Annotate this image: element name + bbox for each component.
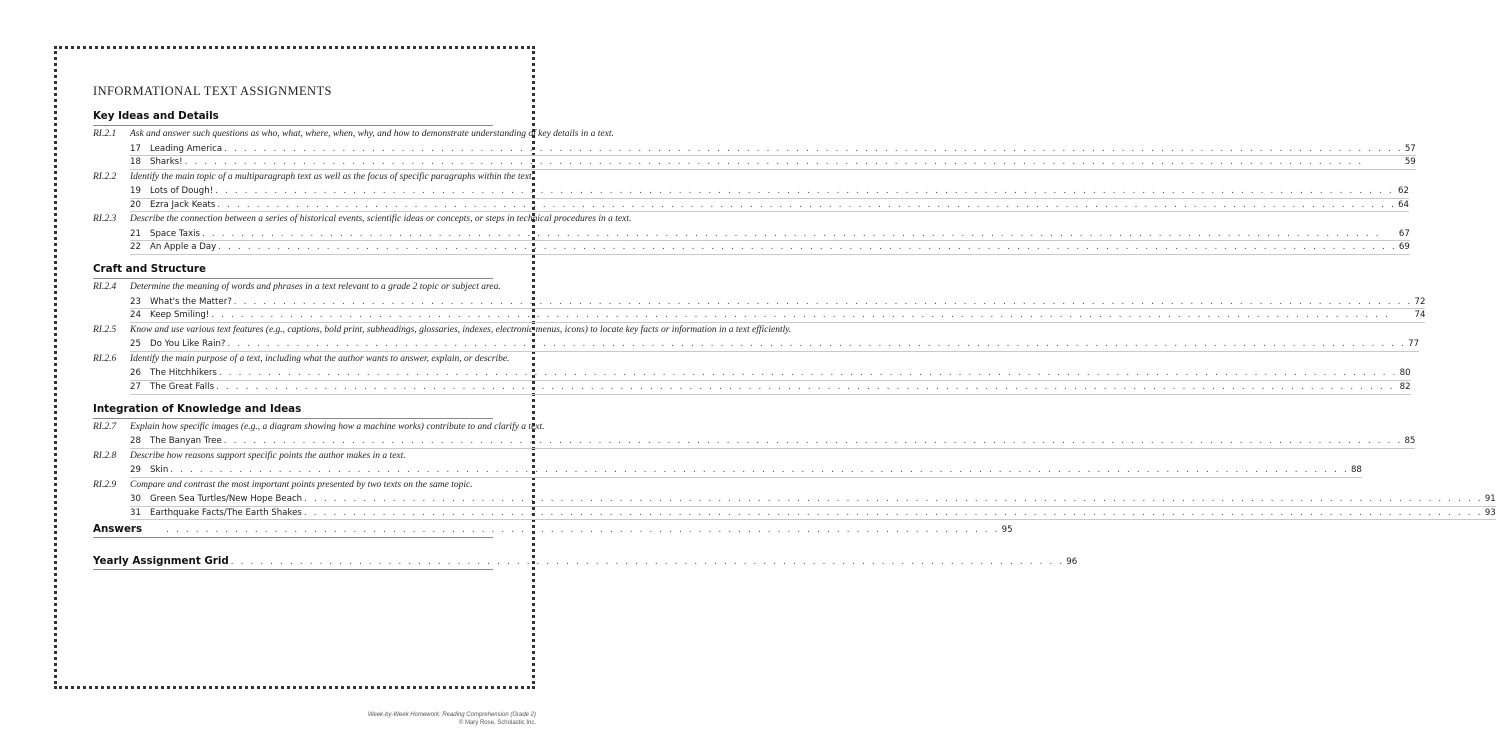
assignment-row xyxy=(130,381,1411,395)
assignment-page: 85 xyxy=(1404,436,1416,447)
assignment-row xyxy=(130,338,1419,352)
section-heading: Key Ideas and Details xyxy=(93,110,493,126)
section-heading: Integration of Knowledge and Ideas xyxy=(93,403,493,419)
assignment-page: 67 xyxy=(1398,228,1410,239)
leader-dots: . . . . . . . . . . . . . . . . . . . . . . . . . . . . . . . . . . . . . . . . . . . . . . . . . . . . . . . . . . . . . . . . . . . . . . . . . . . . . . . . . . . . . . . . . . . . . . . . . . . . . . . . . . . . . . . . . . . . . . . . xyxy=(170,465,1349,476)
leader-dots: . . . . . . . . . . . . . . . . . . . . . . . . . . . . . . . . . . . . . . . . . . . . . . . . . . . . . . . . . . . . . . . . . . . . . . . . . . . . . . . . . . . . . . . . . . . . . . . . . . . . . . . . . . . . . . . . . . . . . . . . xyxy=(218,368,1398,379)
standard-body xyxy=(130,451,1362,478)
answers-row xyxy=(93,520,1013,538)
standard-block xyxy=(93,353,1411,395)
yearly-grid-page: 96 xyxy=(1066,557,1078,568)
assignment-page: 88 xyxy=(1350,465,1362,476)
standard-block xyxy=(93,324,1420,352)
standard-description: Determine the meaning of words and phrases in a text relevant to a grade 2 topic or subject area. xyxy=(130,282,501,293)
leader-dots: . . . . . . . . . . . . . . . . . . . . . . . . . . . . . . . . . . . . . . . . . . . . . . . . . . . . . . . . . . . . . . . . . . . . . . . . . . . . . . . . . . . . . . . . . . . . . . . . . . . . . . . . . . . . . . . . . . . . . . . . xyxy=(227,339,1407,350)
standard-block xyxy=(93,171,1409,213)
toc-section xyxy=(93,110,1416,255)
standard-code: RI.2.6 xyxy=(93,353,117,364)
table-of-contents xyxy=(93,84,1496,570)
assignment-page: 82 xyxy=(1399,381,1411,392)
assignment-row xyxy=(130,156,1416,170)
assignment-title: Sharks! xyxy=(150,157,183,168)
standard-block xyxy=(93,214,1410,255)
standard-code: RI.2.1 xyxy=(93,129,117,139)
answers-page: 95 xyxy=(1001,525,1013,536)
section-heading: Craft and Structure xyxy=(93,263,493,279)
assignment-number: 22 xyxy=(130,242,141,253)
standard-description: Describe the connection between a series of historical events, scientific ideas or concepts, or steps in technical procedures in a text. xyxy=(130,214,632,225)
toc-section xyxy=(93,263,1426,394)
standard-code: RI.2.2 xyxy=(93,171,117,182)
assignment-title: Lots of Dough! xyxy=(150,186,214,197)
assignment-number: 25 xyxy=(130,339,141,350)
assignment-row xyxy=(130,228,1410,242)
assignment-title: What's the Matter? xyxy=(150,296,232,307)
assignment-title: The Great Falls xyxy=(150,381,215,392)
assignment-title: Earthquake Facts/The Earth Shakes xyxy=(150,507,302,518)
standard-description: Know and use various text features (e.g., captions, bold print, subheadings, glossaries, indexes, electronic menus, icons) to locate key facts or information in a text efficiently. xyxy=(130,324,792,335)
assignment-page: 59 xyxy=(1404,157,1416,168)
leader-dots: . . . . . . . . . . . . . . . . . . . . . . . . . . . . . . . . . . . . . . . . . . . . . . . . . . . . . . . . . . . . . . . . . . . . . . . . . . . . . . . . . . . . . xyxy=(230,557,1065,568)
standard-block xyxy=(93,421,1416,449)
leader-dots: . . . . . . . . . . . . . . . . . . . . . . . . . . . . . . . . . . . . . . . . . . . . . . . . . . . . . . . . . . . . . . . . . . . . . . . . . . . . . . . . . . . . . . . . . . . . . . . . . . . . . . . . . . . . . . . . . . . . . . . . xyxy=(216,381,1395,392)
assignment-number: 24 xyxy=(130,310,141,321)
standard-body xyxy=(130,354,1411,395)
assignment-title: Ezra Jack Keats xyxy=(150,199,216,210)
page-footer xyxy=(368,711,536,727)
standard-body xyxy=(130,129,1416,170)
toc-section xyxy=(93,402,1496,521)
standard-block xyxy=(93,479,1496,521)
assignment-row xyxy=(130,241,1410,255)
assignment-number: 28 xyxy=(130,436,141,447)
assignment-title: Green Sea Turtles/New Hope Beach xyxy=(150,494,303,505)
yearly-grid-row xyxy=(93,552,1078,570)
leader-dots: . . . . . . . . . . . . . . . . . . . . . . . . . . . . . . . . . . . . . . . . . . . . . . . . . . . . . . . . . . . . . . . . . . . . . . . . . . . . . . . . . . . . . xyxy=(166,525,1000,536)
assignment-number: 27 xyxy=(130,381,141,392)
leader-dots: . . . . . . . . . . . . . . . . . . . . . . . . . . . . . . . . . . . . . . . . . . . . . . . . . . . . . . . . . . . . . . . . . . . . . . . . . . . . . . . . . . . . . . . . . . . . . . . . . . . . . . . . . . . . . . . . . . . . . . . . xyxy=(303,507,1483,518)
standard-block xyxy=(93,282,1426,323)
assignment-number: 17 xyxy=(130,143,141,154)
standard-code: RI.2.9 xyxy=(93,479,117,490)
assignment-row xyxy=(130,185,1409,199)
assignment-page: 80 xyxy=(1399,368,1411,379)
assignment-page: 72 xyxy=(1414,296,1426,307)
yearly-grid-label: Yearly Assignment Grid xyxy=(93,555,229,568)
assignment-number: 31 xyxy=(130,507,141,518)
assignment-number: 19 xyxy=(130,186,141,197)
assignment-row xyxy=(130,309,1425,323)
assignment-row xyxy=(130,493,1496,507)
standard-body xyxy=(130,172,1409,213)
standard-code: RI.2.4 xyxy=(93,282,117,293)
leader-dots: . . . . . . . . . . . . . . . . . . . . . . . . . . . . . . . . . . . . . . . . . . . . . . . . . . . . . . . . . . . . . . . . . . . . . . . . . . . . . . . . . . . . . . . . . . . . . . . . . . . . . . . . . . . . . . . . . . . . . . . . xyxy=(233,296,1413,307)
assignment-title: The Hitchhikers xyxy=(150,368,217,379)
standard-code: RI.2.7 xyxy=(93,421,117,432)
assignment-row xyxy=(130,199,1409,213)
assignment-page: 57 xyxy=(1404,143,1416,154)
standard-code: RI.2.5 xyxy=(93,324,117,335)
assignment-number: 20 xyxy=(130,199,141,210)
assignment-title: Do You Like Rain? xyxy=(150,339,226,350)
standard-body xyxy=(130,282,1425,323)
assignment-title: Skin xyxy=(150,465,169,476)
standard-description: Identify the main purpose of a text, including what the author wants to answer, explain, or describe. xyxy=(130,353,510,364)
standard-block xyxy=(93,129,1416,170)
assignment-number: 18 xyxy=(130,157,141,168)
standard-block xyxy=(93,450,1362,478)
standard-code: RI.2.8 xyxy=(93,450,117,461)
page-title: INFORMATIONAL TEXT ASSIGNMENTS xyxy=(93,84,332,98)
footer-book-title: Week-by-Week Homework: Reading Comprehension (Grade 2) xyxy=(367,712,536,718)
leader-dots: . . . . . . . . . . . . . . . . . . . . . . . . . . . . . . . . . . . . . . . . . . . . . . . . . . . . . . . . . . . . . . . . . . . . . . . . . . . . . . . . . . . . . . . . . . . . . . . . . . . . . . . . . . . . . . . . . . . . . . . . xyxy=(201,228,1381,239)
assignment-row xyxy=(130,464,1362,478)
standard-body xyxy=(130,422,1415,449)
assignment-title: Leading America xyxy=(150,143,223,154)
assignment-title: An Apple a Day xyxy=(150,242,217,253)
leader-dots: . . . . . . . . . . . . . . . . . . . . . . . . . . . . . . . . . . . . . . . . . . . . . . . . . . . . . . . . . . . . . . . . . . . . . . . . . . . . . . . . . . . . . . . . . . . . . . . . . . . . . . . . . . . . . . . . . . . . . . . . xyxy=(184,157,1364,168)
leader-dots: . . . . . . . . . . . . . . . . . . . . . . . . . . . . . . . . . . . . . . . . . . . . . . . . . . . . . . . . . . . . . . . . . . . . . . . . . . . . . . . . . . . . . . . . . . . . . . . . . . . . . . . . . . . . . . . . . . . . . . . . xyxy=(211,310,1390,321)
leader-dots: . . . . . . . . . . . . . . . . . . . . . . . . . . . . . . . . . . . . . . . . . . . . . . . . . . . . . . . . . . . . . . . . . . . . . . . . . . . . . . . . . . . . . . . . . . . . . . . . . . . . . . . . . . . . . . . . . . . . . . . . xyxy=(218,242,1397,253)
assignment-number: 21 xyxy=(130,228,141,239)
leader-dots: . . . . . . . . . . . . . . . . . . . . . . . . . . . . . . . . . . . . . . . . . . . . . . . . . . . . . . . . . . . . . . . . . . . . . . . . . . . . . . . . . . . . . . . . . . . . . . . . . . . . . . . . . . . . . . . . . . . . . . . . xyxy=(224,143,1403,154)
assignment-page: 93 xyxy=(1484,507,1496,518)
assignment-title: The Banyan Tree xyxy=(150,436,222,447)
footer-copyright: © Mary Rose, Scholastic Inc. xyxy=(458,720,536,726)
assignment-number: 30 xyxy=(130,494,141,505)
assignment-page: 74 xyxy=(1414,310,1426,321)
standard-description: Identify the main topic of a multiparagraph text as well as the focus of specific paragraphs within the text. xyxy=(130,171,534,182)
assignment-number: 26 xyxy=(130,368,141,379)
standard-description: Compare and contrast the most important points presented by two texts on the same topic. xyxy=(130,479,473,490)
assignment-page: 69 xyxy=(1398,242,1410,253)
assignment-title: Space Taxis xyxy=(150,228,200,239)
assignment-title: Keep Smiling! xyxy=(150,310,210,321)
assignment-number: 29 xyxy=(130,465,141,476)
leader-dots: . . . . . . . . . . . . . . . . . . . . . . . . . . . . . . . . . . . . . . . . . . . . . . . . . . . . . . . . . . . . . . . . . . . . . . . . . . . . . . . . . . . . . . . . . . . . . . . . . . . . . . . . . . . . . . . . . . . . . . . . xyxy=(217,199,1397,210)
assignment-row xyxy=(130,507,1496,521)
assignment-number: 23 xyxy=(130,296,141,307)
assignment-row xyxy=(130,367,1411,381)
standard-description: Explain how specific images (e.g., a diagram showing how a machine works) contribute to and clarify a text. xyxy=(130,421,545,432)
standard-code: RI.2.3 xyxy=(93,214,117,225)
leader-dots: . . . . . . . . . . . . . . . . . . . . . . . . . . . . . . . . . . . . . . . . . . . . . . . . . . . . . . . . . . . . . . . . . . . . . . . . . . . . . . . . . . . . . . . . . . . . . . . . . . . . . . . . . . . . . . . . . . . . . . . . xyxy=(304,494,1483,505)
toc-sections xyxy=(93,110,1496,520)
assignment-page: 62 xyxy=(1398,186,1409,197)
assignment-page: 64 xyxy=(1398,199,1409,210)
assignment-row xyxy=(130,143,1416,157)
leader-dots: . . . . . . . . . . . . . . . . . . . . . . . . . . . . . . . . . . . . . . . . . . . . . . . . . . . . . . . . . . . . . . . . . . . . . . . . . . . . . . . . . . . . . . . . . . . . . . . . . . . . . . . . . . . . . . . . . . . . . . . . xyxy=(223,436,1403,447)
assignment-page: 77 xyxy=(1408,339,1420,350)
standard-description: Describe how reasons support specific points the author makes in a text. xyxy=(130,450,406,461)
leader-dots: . . . . . . . . . . . . . . . . . . . . . . . . . . . . . . . . . . . . . . . . . . . . . . . . . . . . . . . . . . . . . . . . . . . . . . . . . . . . . . . . . . . . . . . . . . . . . . . . . . . . . . . . . . . . . . . . . . . . . . . . xyxy=(215,186,1394,197)
standard-body xyxy=(130,214,1410,255)
assignment-row xyxy=(130,296,1425,310)
standard-body xyxy=(130,325,1419,352)
answers-label: Answers xyxy=(93,523,143,536)
standard-description: Ask and answer such questions as who, what, where, when, why, and how to demonstrate understanding of key details in a text. xyxy=(130,129,614,139)
standard-body xyxy=(130,480,1496,521)
assignment-row xyxy=(130,435,1415,449)
assignment-page: 91 xyxy=(1484,494,1496,505)
